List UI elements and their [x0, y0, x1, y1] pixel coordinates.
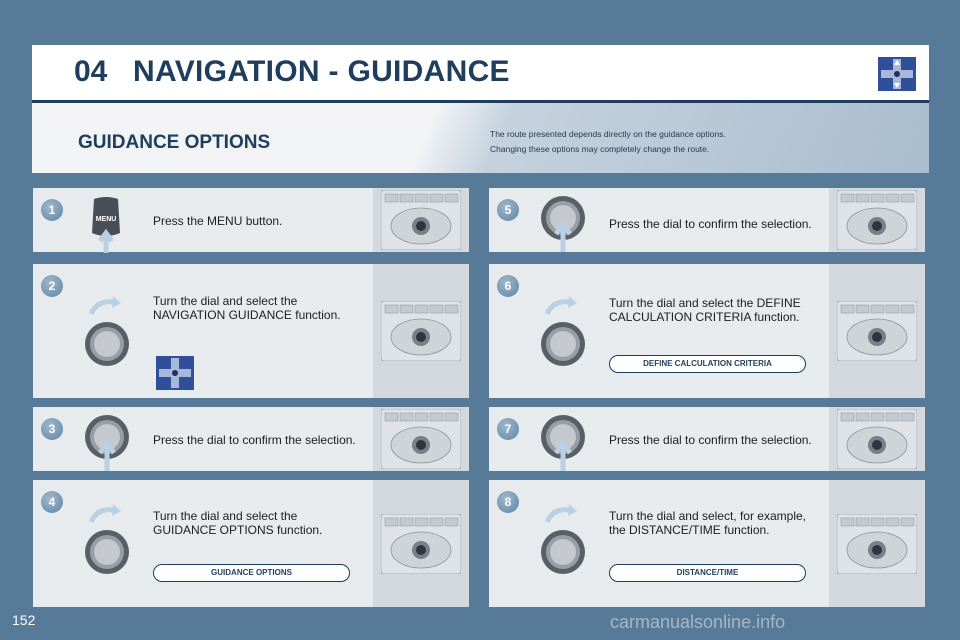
console-key	[430, 518, 443, 526]
console-photo	[373, 188, 469, 252]
step-text: Press the dial to confirm the selection.	[609, 433, 812, 447]
step-3	[33, 407, 469, 471]
intro-text	[490, 127, 726, 157]
console-photo	[373, 264, 469, 398]
console-key	[385, 305, 398, 313]
console-key	[445, 413, 458, 421]
console-dial-center	[872, 221, 882, 231]
step-number: 2	[41, 275, 63, 297]
console-key	[886, 194, 899, 202]
console-key	[886, 413, 899, 421]
step-number: 4	[41, 491, 63, 513]
console-key	[871, 305, 884, 313]
console-dial-center	[416, 332, 426, 342]
menu-button-icon	[88, 195, 124, 253]
console-key	[385, 413, 398, 421]
page-number: 152	[12, 612, 36, 628]
step-text: Press the MENU button.	[153, 214, 283, 228]
console-key	[445, 194, 458, 202]
step-number: 6	[497, 275, 519, 297]
step-text	[609, 509, 839, 537]
console-graphic	[837, 301, 917, 361]
dial-icon	[83, 294, 131, 384]
dial-icon	[539, 502, 587, 592]
step-number: 3	[41, 418, 63, 440]
step-1	[33, 188, 469, 252]
console-key	[901, 518, 914, 526]
console-key	[901, 194, 914, 202]
console-graphic	[837, 409, 917, 469]
console-photo	[829, 407, 925, 471]
console-key	[871, 194, 884, 202]
navigation-crossroad-icon	[156, 356, 194, 390]
console-dial-center	[416, 221, 426, 231]
console-photo	[373, 480, 469, 607]
step-number: 7	[497, 418, 519, 440]
console-key	[445, 305, 458, 313]
step-8	[489, 480, 925, 607]
console-key	[901, 413, 914, 421]
console-key	[841, 305, 854, 313]
watermark: carmanualsonline.info	[610, 612, 786, 632]
menu-option-pill: GUIDANCE OPTIONS	[153, 564, 350, 582]
step-text: Press the dial to confirm the selection.	[609, 217, 812, 231]
step-text	[153, 509, 373, 537]
console-key	[415, 413, 428, 421]
console-key	[901, 305, 914, 313]
dial-icon	[539, 190, 587, 252]
page-title: NAVIGATION - GUIDANCE	[133, 55, 510, 88]
console-photo	[829, 480, 925, 607]
console-graphic	[837, 190, 917, 250]
console-key	[841, 518, 854, 526]
navigation-crossroad-icon	[878, 57, 916, 91]
step-text-line: GUIDANCE OPTIONS function.	[153, 523, 323, 537]
console-key	[886, 305, 899, 313]
step-text	[609, 296, 839, 324]
step-6	[489, 264, 925, 398]
console-graphic	[837, 514, 917, 574]
console-photo	[373, 407, 469, 471]
console-key	[400, 194, 413, 202]
console-dial-center	[872, 440, 882, 450]
step-text-line: CALCULATION CRITERIA function.	[609, 310, 800, 324]
console-key	[871, 413, 884, 421]
step-text-line: Turn the dial and select the DEFINE	[609, 296, 801, 310]
console-graphic	[381, 514, 461, 574]
console-graphic	[381, 409, 461, 469]
menu-button-label: MENU	[95, 216, 117, 223]
console-graphic	[381, 301, 461, 361]
step-7	[489, 407, 925, 471]
step-text: Press the dial to confirm the selection.	[153, 433, 356, 447]
step-text-line: Turn the dial and select the	[153, 509, 298, 523]
step-5	[489, 188, 925, 252]
console-key	[856, 194, 869, 202]
dial-icon	[83, 409, 131, 471]
console-key	[415, 194, 428, 202]
step-text	[153, 294, 373, 322]
console-key	[385, 194, 398, 202]
console-dial-center	[872, 545, 882, 555]
console-key	[415, 518, 428, 526]
step-text-line: NAVIGATION GUIDANCE function.	[153, 308, 341, 322]
console-dial-center	[416, 545, 426, 555]
console-dial-center	[416, 440, 426, 450]
step-2	[33, 264, 469, 398]
console-key	[841, 194, 854, 202]
dial-icon	[539, 409, 587, 471]
intro-line: Changing these options may completely change the route.	[490, 144, 710, 154]
console-graphic	[381, 190, 461, 250]
console-key	[430, 413, 443, 421]
dial-icon	[539, 294, 587, 384]
menu-option-pill: DEFINE CALCULATION CRITERIA	[609, 355, 806, 373]
console-key	[871, 518, 884, 526]
console-key	[400, 413, 413, 421]
step-number: 5	[497, 199, 519, 221]
menu-option-pill: DISTANCE/TIME	[609, 564, 806, 582]
console-key	[415, 305, 428, 313]
console-key	[385, 518, 398, 526]
chapter-number: 04	[74, 55, 108, 88]
console-key	[400, 518, 413, 526]
console-key	[430, 305, 443, 313]
console-key	[841, 413, 854, 421]
console-photo	[829, 188, 925, 252]
console-key	[430, 194, 443, 202]
step-4	[33, 480, 469, 607]
console-key	[445, 518, 458, 526]
step-number: 8	[497, 491, 519, 513]
console-key	[400, 305, 413, 313]
intro-line: The route presented depends directly on the guidance options.	[490, 129, 726, 139]
section-title: GUIDANCE OPTIONS	[78, 132, 271, 153]
console-dial-center	[872, 332, 882, 342]
step-text-line: the DISTANCE/TIME function.	[609, 523, 770, 537]
step-text-line: Turn the dial and select, for example,	[609, 509, 806, 523]
console-key	[856, 305, 869, 313]
console-key	[886, 518, 899, 526]
step-text-line: Turn the dial and select the	[153, 294, 298, 308]
console-key	[856, 518, 869, 526]
step-number: 1	[41, 199, 63, 221]
dial-icon	[83, 502, 131, 592]
console-photo	[829, 264, 925, 398]
console-key	[856, 413, 869, 421]
